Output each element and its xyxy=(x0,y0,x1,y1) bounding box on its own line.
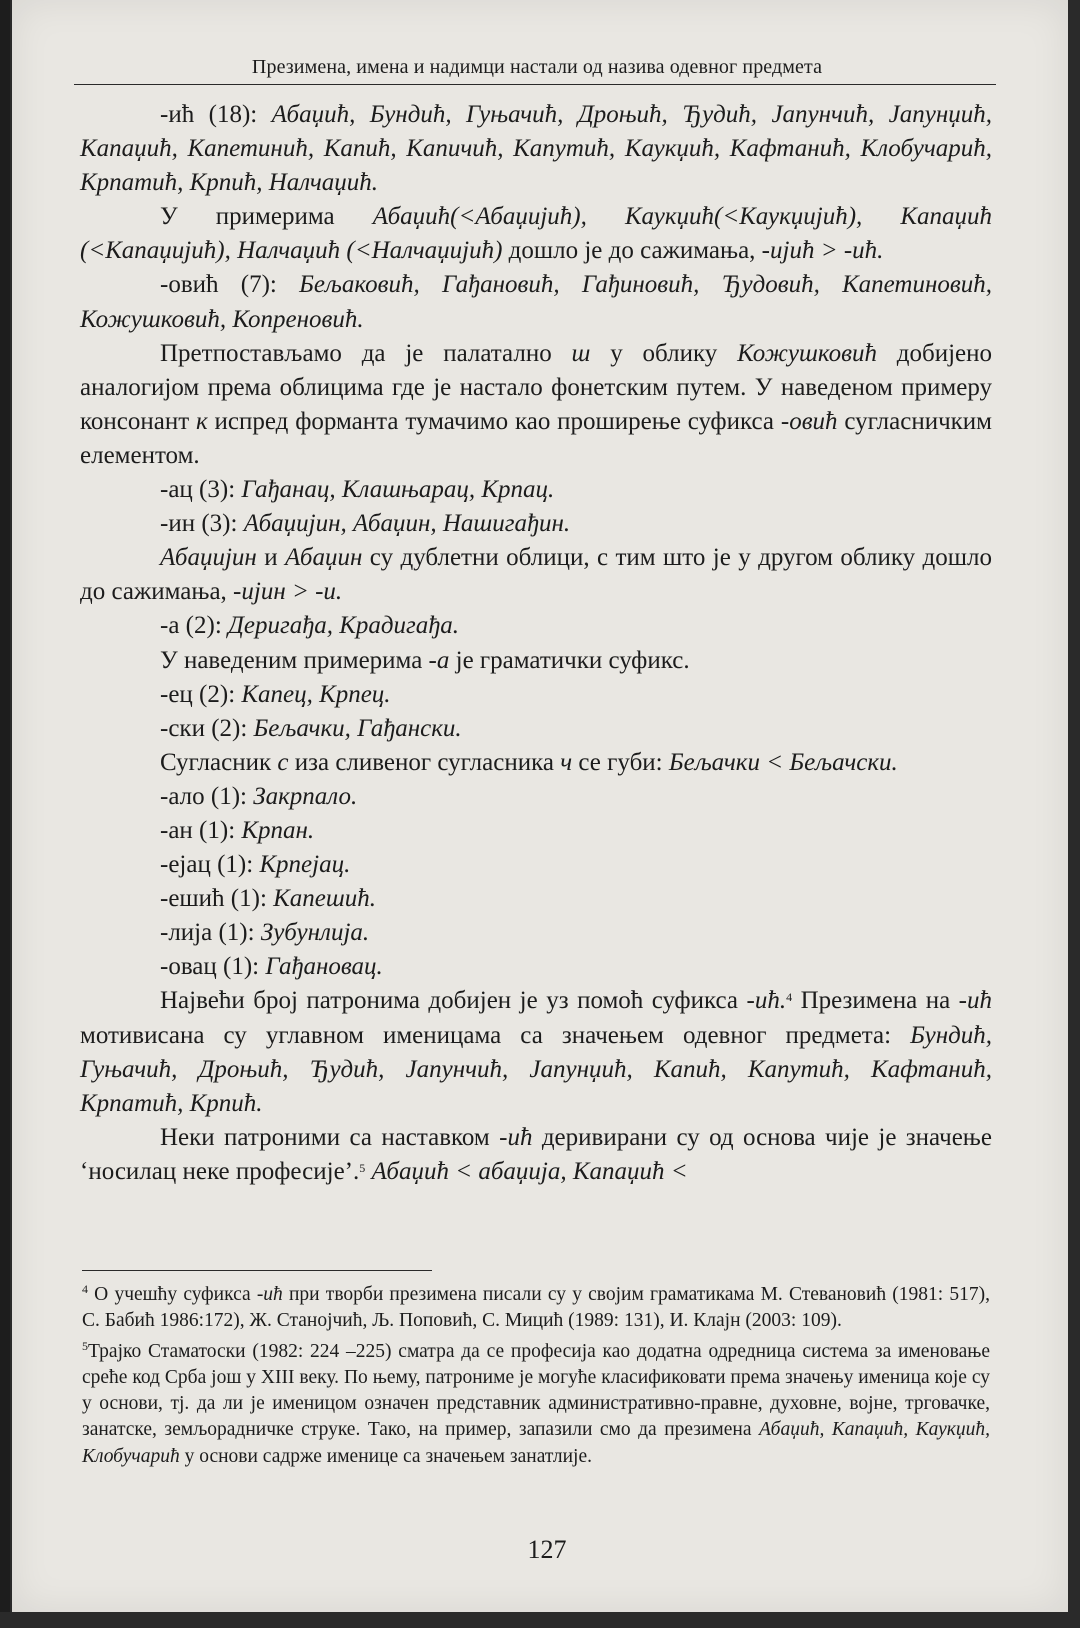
palatal-paragraph: Претпостављамо да је палатално ш у облику Кожушковић добијено аналогијом према облицима где је настало фонетским путем. У наведеном примеру консонант к испред форманта тумачимо као проширење суфикса -овић сугласничким елементом. xyxy=(80,339,992,469)
suffix-esic-paragraph: -ешић (1): Капешић. xyxy=(160,885,376,913)
footnote-rule xyxy=(82,1270,432,1271)
suffix-ski-paragraph: -ски (2): Бељачки, Гађански. xyxy=(160,714,462,742)
book-page xyxy=(12,0,1068,1612)
most-patronyms-paragraph: Највећи број патронима добијен је уз помоћ суфикса -ић.$^4$ Презимена на -ић мотивисана су углавном именицама са значењем одевног предмета: Бундић, Гуњачић, Дроњић, Ђудић, Јапунчић, Јапунџић, Капић, Капутић, Кафтанић, Крпатић, Крпић. xyxy=(80,987,992,1117)
consonant-loss-paragraph: Сугласник с иза сливеног сугласника ч се губи: Бељачки < Бељачски. xyxy=(160,748,898,776)
suffix-ac-paragraph: -ац (3): Гађанац, Клашњарац, Крпац. xyxy=(160,476,555,504)
footnote-4: $^4$ О учешћу суфикса -ић при творби презимена писали су у својим граматикама М. Стевановић (1981: 517), С. Бабић 1986:172), Ж. Станојчић, Љ. Поповић, С. Мицић (1989: 131), И. Клајн (2003: 109). xyxy=(82,1282,990,1332)
suffix-ovac-paragraph: -овац (1): Гађановац. xyxy=(160,953,383,981)
main-text xyxy=(80,98,992,1189)
page-number: 127 xyxy=(527,1535,567,1564)
suffix-lija-paragraph: -лија (1): Зубунлија. xyxy=(160,919,370,947)
running-header: Презимена, имена и надимци настали од назива одевног предмета xyxy=(251,56,823,78)
suffix-ic-paragraph: -ић (18): Абаџић, Бундић, Гуњачић, Дроњић, Ђудић, Јапунчић, Јапунџић, Капаџић, Капетинић, Капић, Капичић, Капутић, Каукџић, Кафтанић, Клобучарић, Крпатић, Крпић, Налчаџић. xyxy=(80,101,992,197)
doublet-paragraph: Абаџијин и Абаџин су дублетни облици, с тим што је у другом облику дошло до сажимања, -ијин > -и. xyxy=(80,544,992,606)
footnote-5: $^5$Трајко Стаматоски (1982: 224 –225) сматра да се професија као додатна одредница система за именовање среће код Срба још у XIII веку. По њему, патрониме је могуће класификовати према значењу именица које су у основи, тј. да ли је именицом означен представник административно-правне, духовне, војне, трговачке, занатске, земљорадничке струке. Тако, на пример, запазили смо да презимена Абаџић, Капаџић, Каукџић, Клобучарић у основи садрже именице са значењем занатлије. xyxy=(82,1338,991,1467)
footnote-ref-5[interactable]: 5 xyxy=(359,1160,366,1175)
grammatical-suffix-paragraph: У наведеним примерима -а је граматички суфикс. xyxy=(160,646,690,674)
suffix-ec-paragraph: -ец (2): Капец, Крпец. xyxy=(160,680,391,708)
footnotes xyxy=(82,1282,990,1474)
suffix-alo-paragraph: -ало (1): Закрпало. xyxy=(160,782,358,810)
suffix-ovic-paragraph: -овић (7): Бељаковић, Гађановић, Гађиновић, Ђудовић, Капетиновић, Кожушковић, Копреновић. xyxy=(80,271,992,333)
scan-edge xyxy=(0,0,10,1612)
profession-paragraph: Неки патроними са наставком -ић деривирани су од основа чије је значење ‘носилац неке професије’.$^5$ Абаџић < абаџија, Капаџић < xyxy=(80,1123,992,1185)
header-rule xyxy=(74,84,996,85)
suffix-in-paragraph: -ин (3): Абаџијин, Абаџин, Нашигађин. xyxy=(160,510,571,538)
footnote-ref-4[interactable]: 4 xyxy=(786,990,793,1005)
suffix-an-paragraph: -ан (1): Крпан. xyxy=(160,816,315,844)
suffix-a-paragraph: -а (2): Деригађа, Крадигађа. xyxy=(160,612,459,640)
suffix-ejac-paragraph: -ејац (1): Крпејац. xyxy=(160,851,351,879)
contraction-paragraph: У примерима Абаџић(<Абаџијић), Каукџић(<Каукџијић), Капаџић (<Капаџијић), Налчаџић (<Налчаџијић) дошло је до сажимања, -ијић > -ић. xyxy=(80,203,992,265)
